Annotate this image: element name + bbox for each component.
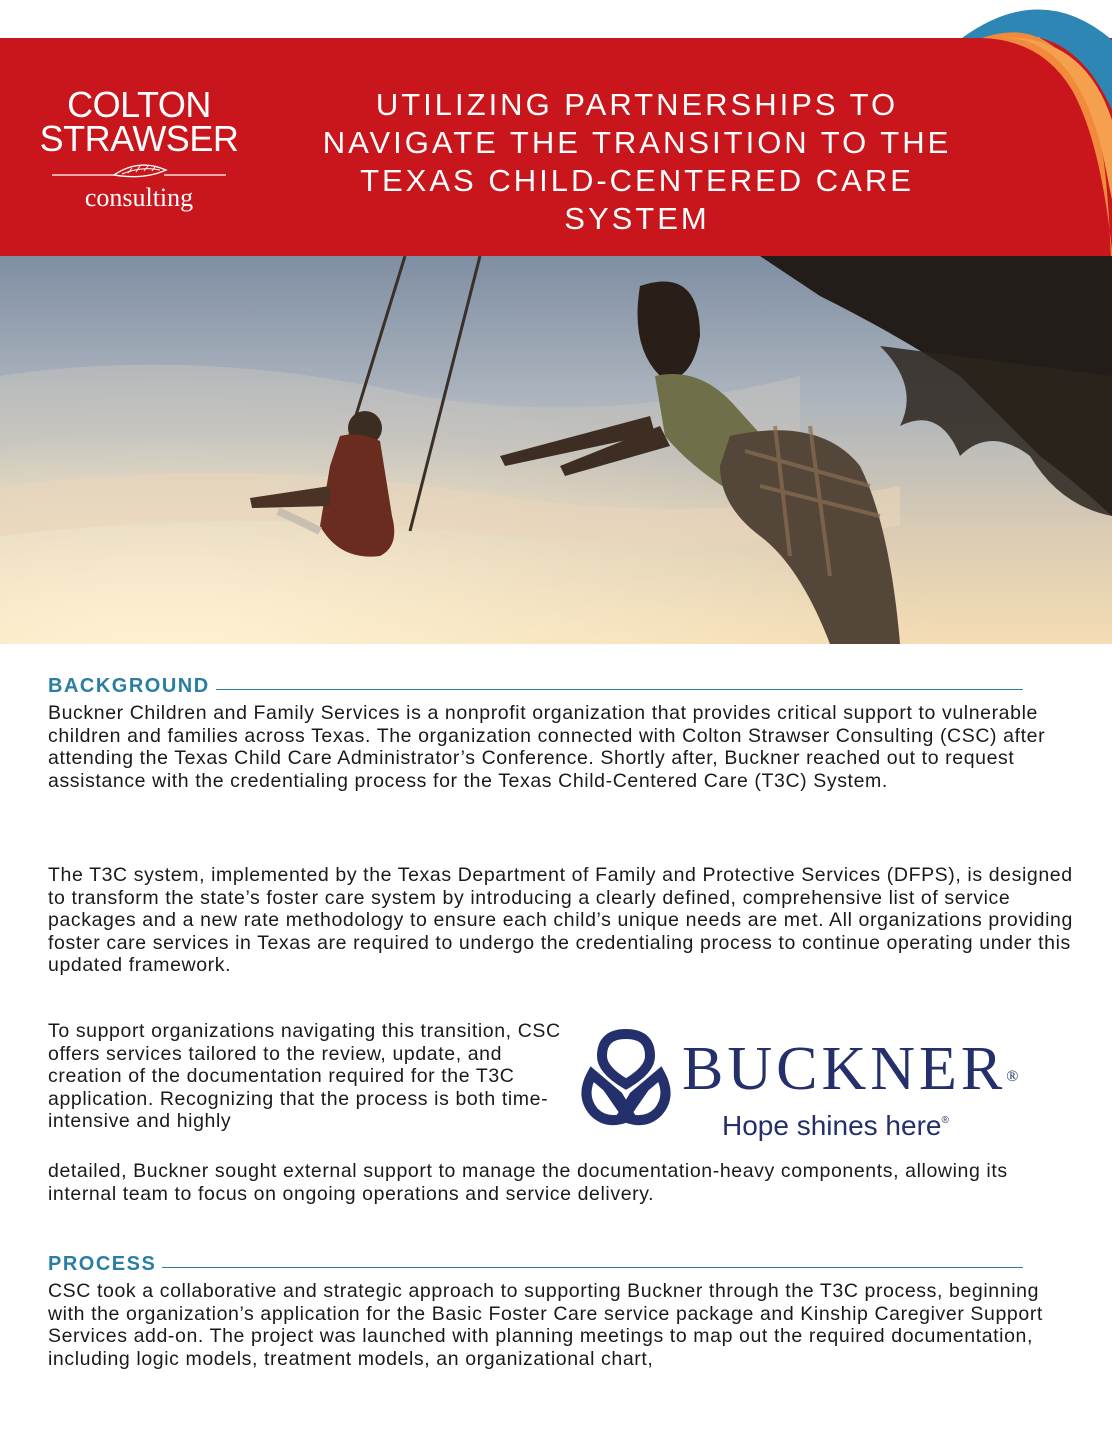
buckner-wordmark: [682, 1034, 1018, 1105]
process-paragraph-1: CSC took a collaborative and strategic approach to supporting Buckner through the T3C process, beginning with the organization’s application for the Basic Foster Care service package and Kinship Caregiver Support Services add-on. The project was launched with planning meetings to map out the required documentation, including logic models, treatment models, an organizational chart,: [48, 1280, 1043, 1370]
title-line: TEXAS CHILD-CENTERED CARE: [360, 163, 914, 198]
background-paragraph-2: The T3C system, implemented by the Texas Department of Family and Protective Services (DFPS), is designed to transform the state’s foster care system by introducing a clearly defined, comprehensive list of service packages and a new rate methodology to ensure each child’s unique needs are met. All organizations providing foster care services in Texas are required to undergo the credentialing process to continue operating under this updated framework.: [48, 864, 1073, 976]
hero-photo: [0, 256, 1112, 644]
background-paragraph-1: Buckner Children and Family Services is a nonprofit organization that provides critical support to vulnerable children and families across Texas. The organization connected with Colton Strawser Consulting (CSC) after attending the Texas Child Care Administrator’s Conference. Shortly after, Buckner reached out to request assistance with the credentialing process for the Texas Child-Centered Care (T3C) System.: [48, 702, 1046, 792]
registered-mark: ®: [1006, 1068, 1019, 1085]
leaf-icon: [44, 160, 234, 182]
heading-divider: [162, 1267, 1023, 1268]
process-heading: PROCESS: [48, 1253, 157, 1275]
title-line: NAVIGATE THE TRANSITION TO THE: [322, 125, 952, 160]
buckner-tagline: [722, 1110, 949, 1142]
page-title: [262, 86, 1012, 238]
background-heading: BACKGROUND: [48, 675, 210, 697]
buckner-knot-icon: [572, 1026, 680, 1134]
logo-line-1: COLTON: [67, 84, 211, 125]
background-paragraph-3b: detailed, Buckner sought external support to manage the documentation-heavy components, allowing its internal team to focus on ongoing operations and service delivery.: [48, 1160, 1008, 1205]
background-heading-row: [48, 675, 1023, 698]
process-heading-row: [48, 1253, 1023, 1276]
buckner-name: BUCKNER: [682, 1035, 1007, 1103]
logo-line-3: consulting: [84, 183, 194, 212]
background-paragraph-3a: To support organizations navigating this transition, CSC offers services tailored to the review, update, and creation of the documentation required for the T3C application. Recognizing that the process is both time-intensive and highly: [48, 1020, 561, 1132]
buckner-logo: [572, 1020, 1072, 1150]
colton-strawser-logo: [34, 84, 244, 212]
tagline-text: Hope shines here: [722, 1110, 942, 1141]
title-line: UTILIZING PARTNERSHIPS TO: [375, 87, 899, 122]
tagline-registered: ®: [941, 1115, 949, 1126]
title-line: SYSTEM: [564, 201, 710, 236]
swing-silhouette-image: [0, 256, 1112, 644]
heading-divider: [216, 689, 1023, 690]
logo-line-2: STRAWSER: [39, 118, 239, 159]
